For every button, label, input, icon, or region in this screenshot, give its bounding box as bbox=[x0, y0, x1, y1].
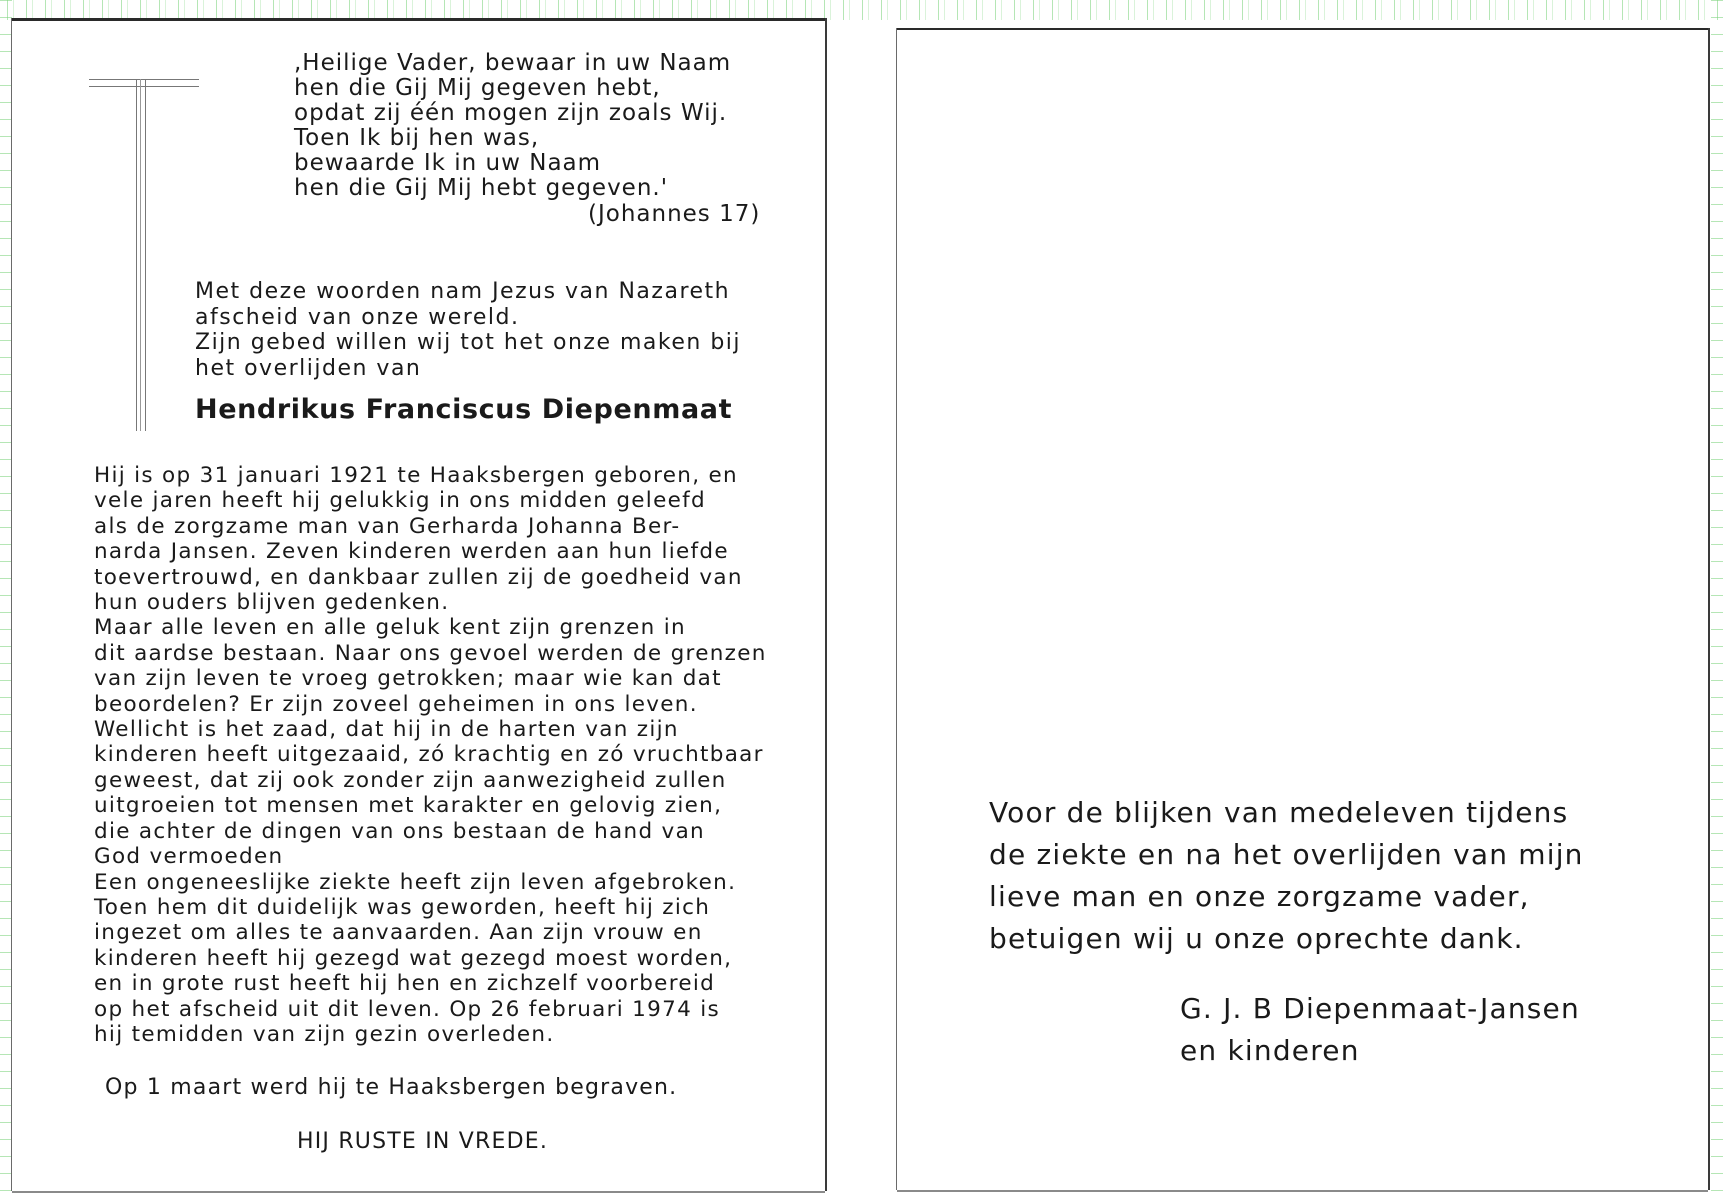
signature-line: G. J. B Diepenmaat-Jansen bbox=[1180, 992, 1580, 1025]
intro-line: het overlijden van bbox=[195, 355, 422, 381]
bio-line: beoordelen? Er zijn zoveel geheimen in ons leven. bbox=[94, 691, 698, 717]
bio-line: geweest, dat zij ook zonder zijn aanwezigheid zullen bbox=[94, 767, 727, 793]
bio-line: van zijn leven te vroeg getrokken; maar wie kan dat bbox=[94, 666, 722, 692]
verse-line: Toen Ik bij hen was, bbox=[294, 125, 540, 151]
closing-line: HIJ RUSTE IN VREDE. bbox=[297, 1129, 549, 1154]
bio-line: die achter de dingen van ons bestaan de hand van bbox=[94, 818, 705, 844]
biography bbox=[94, 463, 767, 1047]
bible-verse bbox=[294, 51, 731, 201]
bio-line: Wellicht is het zaad, dat hij in de harten van zijn bbox=[94, 717, 679, 743]
bio-line: toevertrouwd, en dankbaar zullen zij de goedheid van bbox=[94, 564, 743, 590]
verse-line: hen die Gij Mij gegeven hebt, bbox=[294, 75, 661, 101]
cross-icon bbox=[136, 79, 146, 431]
bio-line: narda Jansen. Zeven kinderen werden aan hun liefde bbox=[94, 539, 729, 565]
bio-line: hun ouders blijven gedenken. bbox=[94, 590, 450, 616]
intro-line: Zijn gebed willen wij tot het onze maken bij bbox=[195, 330, 742, 355]
bio-line: als de zorgzame man van Gerharda Johanna Ber- bbox=[94, 513, 681, 539]
bio-line: uitgroeien tot mensen met karakter en gelovig zien, bbox=[94, 793, 723, 819]
verse-line: bewaarde Ik in uw Naam bbox=[294, 150, 602, 176]
thanks-line: lieve man en onze zorgzame vader, bbox=[989, 880, 1530, 913]
intro-paragraph bbox=[195, 279, 755, 381]
bio-line: kinderen heeft uitgezaaid, zó krachtig en zó vruchtbaar bbox=[94, 742, 764, 768]
bio-line: en in grote rust heeft hij hen en zichzelf voorbereid bbox=[94, 971, 716, 997]
deceased-name: Hendrikus Franciscus Diepenmaat bbox=[195, 394, 733, 425]
bio-line: hij temidden van zijn gezin overleden. bbox=[94, 1021, 555, 1047]
bio-line: Maar alle leven en alle geluk kent zijn grenzen in bbox=[94, 615, 686, 641]
bio-line: God vermoeden bbox=[94, 844, 284, 870]
bio-line: Toen hem dit duidelijk was geworden, heeft hij zich bbox=[94, 894, 711, 920]
signature bbox=[1180, 988, 1580, 1072]
memorial-card-left bbox=[12, 18, 825, 1191]
verse-line: hen die Gij Mij hebt gegeven.' bbox=[294, 175, 669, 201]
thanks-line: de ziekte en na het overlijden van mijn bbox=[989, 838, 1584, 871]
bio-line: dit aardse bestaan. Naar ons gevoel werden de grenzen bbox=[94, 640, 767, 666]
intro-line: afscheid van onze wereld. bbox=[195, 304, 520, 330]
bio-line: Hij is op 31 januari 1921 te Haaksbergen geboren, en bbox=[94, 463, 738, 488]
scan-edge-left bbox=[0, 0, 12, 1200]
scan-edge-right bbox=[1711, 0, 1723, 1200]
intro-line: Met deze woorden nam Jezus van Nazareth bbox=[195, 279, 731, 304]
bio-line: vele jaren heeft hij gelukkig in ons midden geleefd bbox=[94, 488, 706, 514]
thanks-paragraph bbox=[989, 792, 1584, 960]
verse-line: opdat zij één mogen zijn zoals Wij. bbox=[294, 100, 728, 126]
signature-line: en kinderen bbox=[1180, 1034, 1360, 1067]
bio-line: ingezet om alles te aanvaarden. Aan zijn vrouw en bbox=[94, 920, 703, 946]
bio-line: Een ongeneeslijke ziekte heeft zijn leven afgebroken. bbox=[94, 869, 737, 895]
scan-edge-top bbox=[0, 0, 1723, 20]
thanks-line: Voor de blijken van medeleven tijdens bbox=[989, 796, 1569, 829]
burial-line: Op 1 maart werd hij te Haaksbergen begraven. bbox=[105, 1075, 678, 1100]
verse-line: ,Heilige Vader, bewaar in uw Naam bbox=[294, 50, 732, 76]
verse-reference: (Johannes 17) bbox=[588, 201, 761, 227]
thanks-line: betuigen wij u onze oprechte dank. bbox=[989, 922, 1524, 955]
bio-line: kinderen heeft hij gezegd wat gezegd moest worden, bbox=[94, 945, 733, 971]
bio-line: op het afscheid uit dit leven. Op 26 februari 1974 is bbox=[94, 996, 720, 1022]
